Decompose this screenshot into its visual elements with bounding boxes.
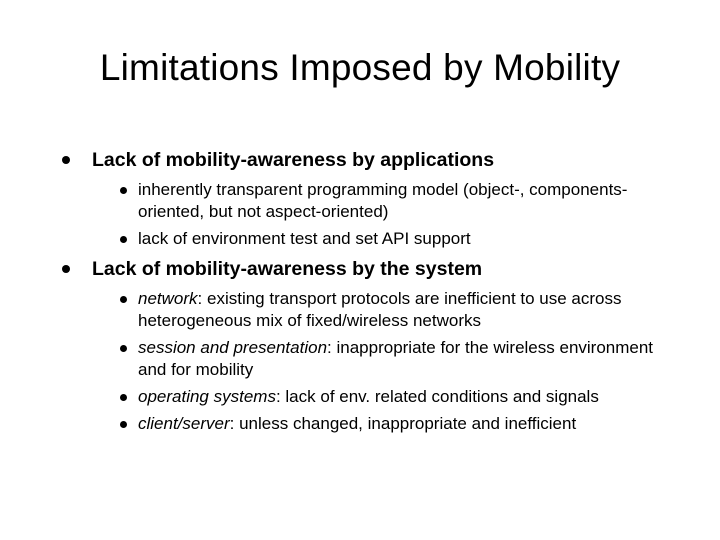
bullet-dot-icon <box>62 265 70 273</box>
bullet-text: lack of environment test and set API support <box>138 229 471 248</box>
bullet-level2 <box>122 228 680 250</box>
bullet-term: session and presentation <box>138 338 328 357</box>
bullet-level2 <box>122 413 680 435</box>
bullet-text: existing transport protocols are inefficient to use across heterogeneous mix of fixed/wireless networks <box>138 289 622 330</box>
bullet-separator: : <box>327 338 337 357</box>
bullet-dot-icon <box>120 345 127 352</box>
bullet-text: lack of env. related conditions and signals <box>285 387 599 406</box>
bullet-level1 <box>60 146 680 174</box>
sub-bullet-list <box>60 288 680 435</box>
bullet-level2 <box>122 386 680 408</box>
slide-title: Limitations Imposed by Mobility <box>99 47 621 88</box>
bullet-dot-icon <box>120 187 127 194</box>
bullet-heading: Lack of mobility-awareness by applications <box>92 149 495 171</box>
bullet-term: network <box>138 289 198 308</box>
bullet-dot-icon <box>62 156 70 164</box>
bullet-level2 <box>122 179 680 223</box>
bullet-text: inappropriate for the wireless environment and for mobility <box>138 338 654 379</box>
bullet-separator: : <box>275 387 286 406</box>
bullet-term: operating systems <box>138 387 276 406</box>
bullet-separator: : <box>197 289 207 308</box>
slide-content <box>60 146 680 440</box>
bullet-dot-icon <box>120 394 127 401</box>
bullet-group-applications <box>60 146 680 250</box>
bullet-dot-icon <box>120 421 127 428</box>
bullet-text: inherently transparent programming model (object-, components-oriented, but not aspect-oriented) <box>138 180 628 221</box>
bullet-term: client/server <box>138 414 230 433</box>
sub-bullet-list <box>60 179 680 250</box>
bullet-level2 <box>122 337 680 381</box>
bullet-dot-icon <box>120 236 127 243</box>
bullet-separator: : <box>229 414 240 433</box>
bullet-group-system <box>60 255 680 435</box>
bullet-heading: Lack of mobility-awareness by the system <box>92 258 483 280</box>
bullet-level1 <box>60 255 680 283</box>
bullet-level2 <box>122 288 680 332</box>
bullet-text: unless changed, inappropriate and inefficient <box>239 414 577 433</box>
bullet-dot-icon <box>120 296 127 303</box>
